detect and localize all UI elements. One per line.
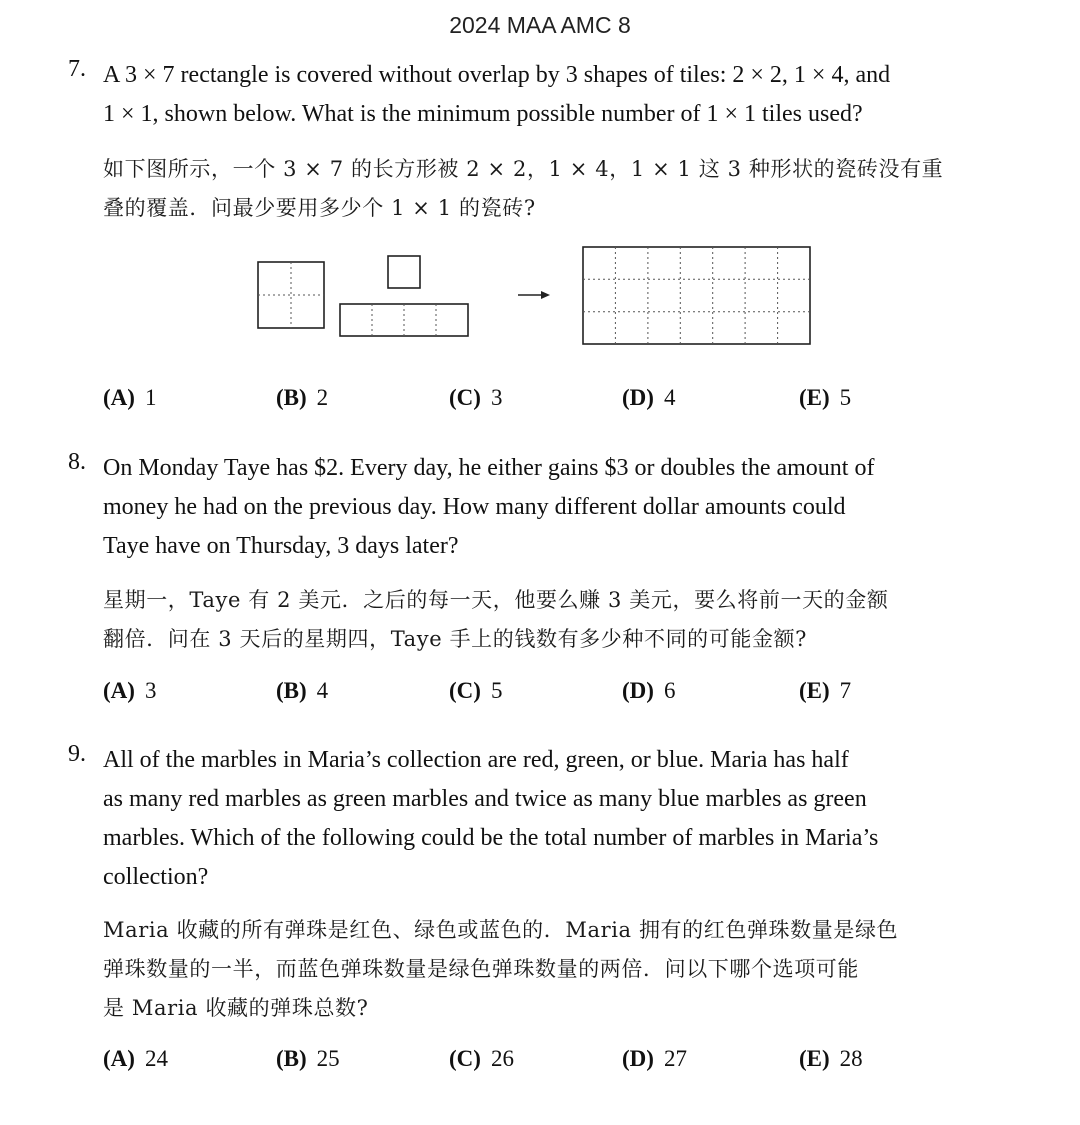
answer-choices [103,678,973,708]
text-line: 是 Maria 收藏的弹珠总数? [103,996,369,1020]
choice-label: (A) [103,385,135,410]
page-title: 2024 MAA AMC 8 [449,12,631,38]
choice-d[interactable] [622,678,675,704]
choice-value: 7 [839,678,852,703]
text-line: marbles. Which of the following could be the total number of marbles in Maria’s [103,825,879,851]
choice-label: (E) [799,678,830,703]
choice-value: 3 [490,385,503,410]
choice-d[interactable] [622,1046,687,1072]
text-line: 星期一，Taye 有 2 美元．之后的每一天，他要么赚 3 美元，要么将前一天的金额 [103,588,889,612]
choice-label: (C) [449,678,481,703]
tiling-figure [250,240,820,352]
answer-choices [103,1046,973,1076]
choice-label: (C) [449,1046,481,1071]
problem-number: 9. [68,741,86,767]
text-line: 翻倍．问在 3 天后的星期四，Taye 手上的钱数有多少种不同的可能金额? [103,627,808,651]
text-line: 叠的覆盖．问最少要用多少个 1 × 1 的瓷砖? [103,196,536,220]
choice-e[interactable] [799,678,851,704]
choice-value: 5 [839,385,852,410]
text-line: as many red marbles as green marbles and twice as many blue marbles as green [103,786,867,812]
choice-label: (A) [103,1046,135,1071]
text-line: On Monday Taye has $2. Every day, he either gains $3 or doubles the amount of [103,455,875,481]
choice-value: 2 [316,385,329,410]
choice-c[interactable] [449,1046,514,1072]
problem-number: 7. [68,56,86,82]
text-line: 弹珠数量的一半，而蓝色弹珠数量是绿色弹珠数量的两倍．问以下哪个选项可能 [103,957,859,981]
chinese-translation [103,581,973,659]
text-line: 1 × 1, shown below. What is the minimum possible number of 1 × 1 tiles used? [103,101,863,127]
choice-label: (B) [276,385,307,410]
text-line: 如下图所示，一个 3 × 7 的长方形被 2 × 2，1 × 4，1 × 1 这 3 种形状的瓷砖没有重 [103,157,944,181]
text-line: A 3 × 7 rectangle is covered without overlap by 3 shapes of tiles: 2 × 2, 1 × 4, and [103,62,891,88]
choice-a[interactable] [103,678,156,704]
chinese-translation [103,911,973,1028]
choice-value: 26 [490,1046,514,1071]
choice-value: 6 [663,678,676,703]
choice-b[interactable] [276,385,328,411]
text-line: collection? [103,864,209,890]
tile-1x4 [340,304,468,336]
text-line: All of the marbles in Maria’s collection are red, green, or blue. Maria has half [103,747,849,773]
choice-e[interactable] [799,385,851,411]
choice-label: (D) [622,678,654,703]
choice-b[interactable] [276,678,328,704]
problem-text [103,449,973,566]
problem-number: 8. [68,449,86,475]
choice-label: (C) [449,385,481,410]
choice-label: (A) [103,678,135,703]
choice-label: (D) [622,1046,654,1071]
choice-value: 5 [490,678,503,703]
choice-value: 28 [839,1046,863,1071]
choice-d[interactable] [622,385,675,411]
choice-value: 3 [144,678,157,703]
choice-label: (D) [622,385,654,410]
chinese-translation [103,150,973,228]
choice-value: 25 [316,1046,340,1071]
text-line: Taye have on Thursday, 3 days later? [103,533,459,559]
choice-c[interactable] [449,385,502,411]
problem-text [103,56,973,134]
arrow-right-icon [518,291,550,299]
rectangle-3x7 [583,247,810,344]
choice-label: (E) [799,1046,830,1071]
answer-choices [103,385,973,415]
text-line: Maria 收藏的所有弹珠是红色、绿色或蓝色的．Maria 拥有的红色弹珠数量是绿色 [103,918,899,942]
choice-c[interactable] [449,678,502,704]
choice-a[interactable] [103,1046,168,1072]
choice-value: 1 [144,385,157,410]
tile-1x1 [388,256,420,288]
choice-label: (B) [276,678,307,703]
choice-label: (B) [276,1046,307,1071]
problem-text [103,741,973,897]
choice-value: 24 [144,1046,168,1071]
choice-value: 4 [663,385,676,410]
choice-value: 4 [316,678,329,703]
tile-2x2 [258,262,324,328]
choice-value: 27 [663,1046,687,1071]
choice-b[interactable] [276,1046,340,1072]
choice-e[interactable] [799,1046,863,1072]
choice-a[interactable] [103,385,156,411]
choice-label: (E) [799,385,830,410]
text-line: money he had on the previous day. How many different dollar amounts could [103,494,846,520]
